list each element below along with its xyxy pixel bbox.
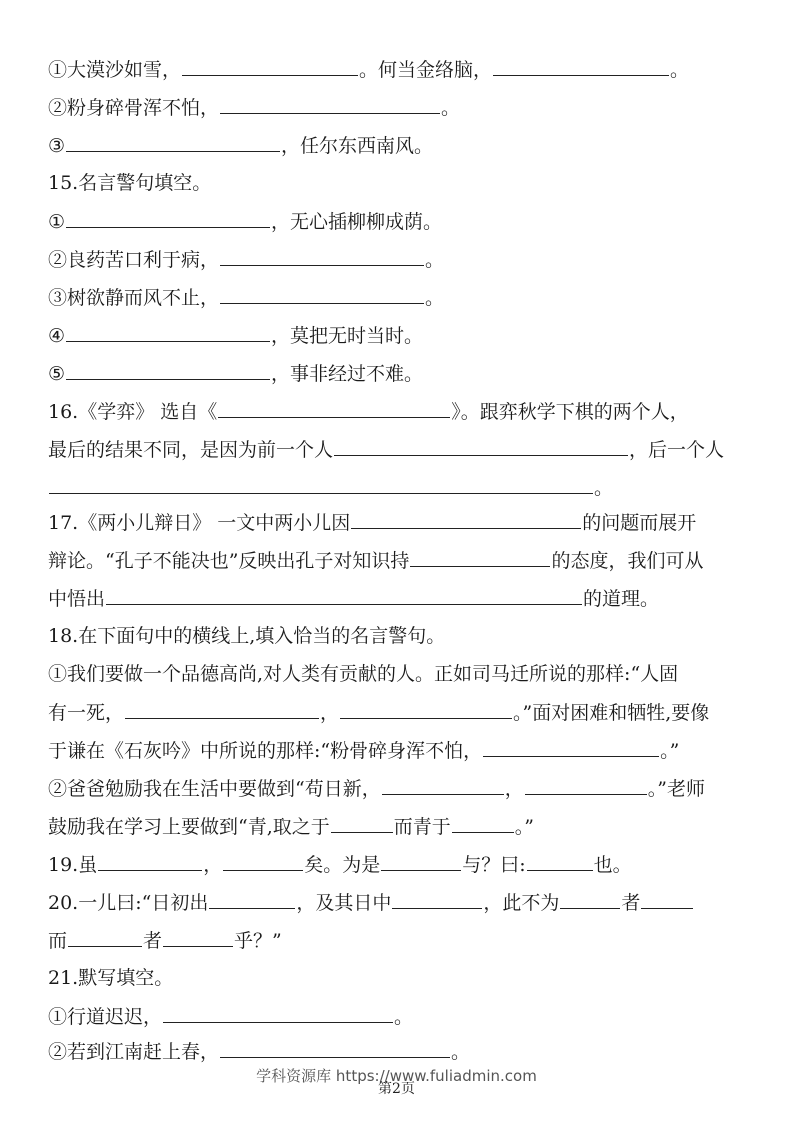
answer-blank[interactable] bbox=[163, 925, 233, 947]
q15-heading: 15.名言警句填空。 bbox=[48, 172, 212, 194]
answer-blank[interactable] bbox=[68, 925, 142, 947]
q14-line-1: ①大漠沙如雪， 。何当金络脑， 。 bbox=[48, 54, 689, 84]
q18-line-5: 鼓励我在学习上要做到“青,取之于 而青于 。” bbox=[48, 811, 534, 841]
answer-blank[interactable] bbox=[452, 811, 514, 833]
q14-line-3: ③ ，任尔东西南风。 bbox=[48, 130, 433, 160]
q21-heading: 21.默写填空。 bbox=[48, 967, 174, 989]
q19-line-1: 19.虽 ， 矣。为是 与？曰: 也。 bbox=[48, 849, 632, 879]
answer-blank[interactable] bbox=[163, 1001, 393, 1023]
q18-line-4: ②爸爸勉励我在生活中要做到“苟日新， ， 。”老师 bbox=[48, 773, 705, 803]
q18-line-1: ①我们要做一个品德高尚,对人类有贡献的人。正如司马迁所说的那样:“人固 bbox=[48, 663, 679, 685]
answer-blank[interactable] bbox=[66, 130, 280, 152]
answer-blank[interactable] bbox=[527, 849, 593, 871]
q18-line-3: 于谦在《石灰吟》中所说的那样:“粉骨碎身浑不怕， 。” bbox=[48, 735, 679, 765]
answer-blank[interactable] bbox=[125, 697, 319, 719]
answer-blank[interactable] bbox=[351, 507, 581, 529]
answer-blank[interactable] bbox=[220, 92, 440, 114]
q17-line-3: 中悟出 的道理。 bbox=[48, 583, 659, 613]
answer-blank[interactable] bbox=[66, 206, 270, 228]
q15-line-2: ②良药苦口利于病， 。 bbox=[48, 244, 444, 274]
answer-blank[interactable] bbox=[106, 583, 582, 605]
answer-blank[interactable] bbox=[66, 358, 270, 380]
q20-line-2: 而 者 乎？” bbox=[48, 925, 282, 955]
q16-line-2: 最后的结果不同，是因为前一个人 ，后一个人 bbox=[48, 434, 724, 464]
answer-blank[interactable] bbox=[334, 434, 628, 456]
q14-line-2: ②粉身碎骨浑不怕， 。 bbox=[48, 92, 460, 122]
q18-heading: 18.在下面句中的横线上,填入恰当的名言警句。 bbox=[48, 625, 446, 647]
answer-blank[interactable] bbox=[331, 811, 393, 833]
answer-blank[interactable] bbox=[220, 244, 424, 266]
answer-blank[interactable] bbox=[525, 773, 647, 795]
answer-blank[interactable] bbox=[218, 396, 450, 418]
answer-blank[interactable] bbox=[223, 849, 303, 871]
q17-line-2: 辩论。“孔子不能决也”反映出孔子对知识持 的态度，我们可从 bbox=[48, 545, 703, 575]
q21-line-2: ②若到江南赶上春， 。 bbox=[48, 1036, 470, 1066]
q15-line-5: ⑤ ，事非经过不难。 bbox=[48, 358, 423, 388]
answer-blank[interactable] bbox=[410, 545, 550, 567]
q15-line-4: ④ ，莫把无时当时。 bbox=[48, 320, 423, 350]
answer-blank[interactable] bbox=[392, 887, 482, 909]
answer-blank[interactable] bbox=[49, 472, 593, 494]
answer-blank[interactable] bbox=[641, 887, 693, 909]
answer-blank[interactable] bbox=[493, 54, 669, 76]
answer-blank[interactable] bbox=[182, 54, 358, 76]
answer-blank[interactable] bbox=[66, 320, 270, 342]
answer-blank[interactable] bbox=[382, 773, 504, 795]
answer-blank[interactable] bbox=[340, 697, 512, 719]
answer-blank[interactable] bbox=[220, 282, 424, 304]
answer-blank[interactable] bbox=[98, 849, 202, 871]
q21-line-1: ①行道迟迟， 。 bbox=[48, 1001, 413, 1031]
watermark-text: 学科资源库 https://www.fuliadmin.com bbox=[256, 1067, 537, 1085]
answer-blank[interactable] bbox=[483, 735, 659, 757]
answer-blank[interactable] bbox=[560, 887, 620, 909]
answer-blank[interactable] bbox=[220, 1036, 450, 1058]
q15-line-1: ① ，无心插柳柳成荫。 bbox=[48, 206, 442, 236]
q20-line-1: 20.一儿曰:“日初出 ，及其日中 ，此不为 者 bbox=[48, 887, 694, 917]
q18-line-2: 有一死， ， 。”面对困难和牺牲,要像 bbox=[48, 697, 709, 727]
answer-blank[interactable] bbox=[209, 887, 295, 909]
answer-blank[interactable] bbox=[381, 849, 461, 871]
q16-line-1: 16.《学弈》 选自《 》。跟弈秋学下棋的两个人， bbox=[48, 396, 689, 426]
q17-line-1: 17.《两小儿辩日》 一文中两小儿因 的问题而展开 bbox=[48, 507, 696, 537]
page-number: 第2页 bbox=[378, 1081, 415, 1097]
q15-line-3: ③树欲静而风不止， 。 bbox=[48, 282, 444, 312]
q16-line-3: 。 bbox=[48, 472, 613, 502]
